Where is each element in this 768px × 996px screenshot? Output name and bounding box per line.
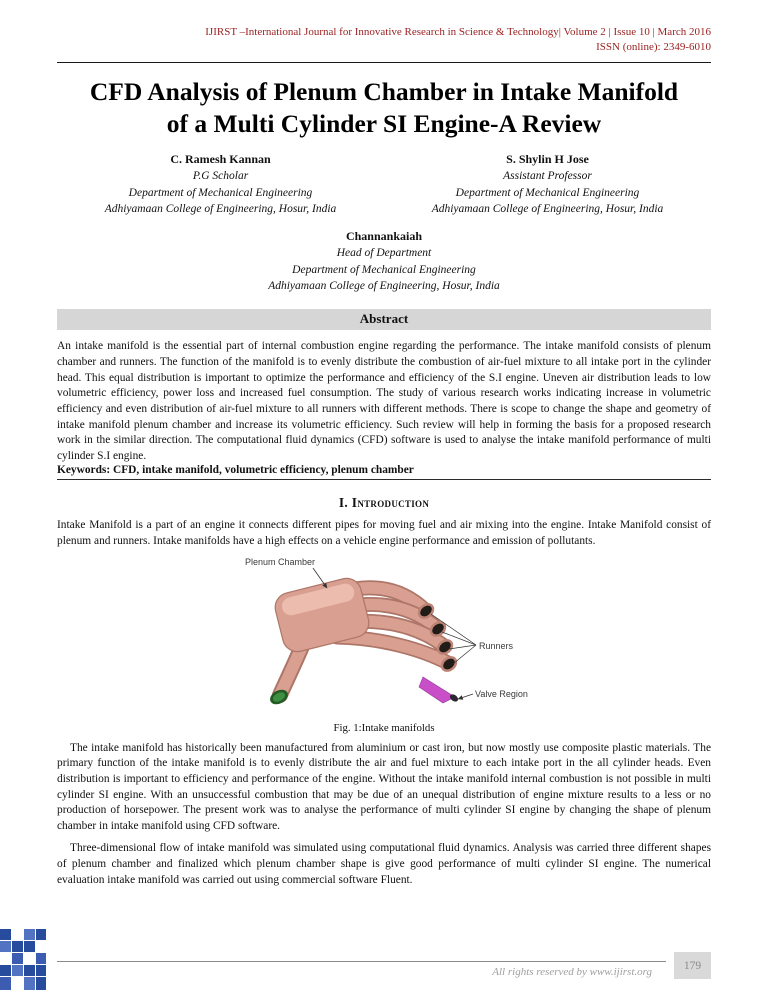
figure-1 (57, 553, 711, 734)
intro-paragraph-1: Intake Manifold is a part of an engine it connects different pipes for moving fuel and air mixing into the engine. Intake Manifold consist of plenum and runners. Intake manifolds have a high effects on a vehicle engine performance and emission of pollutants. (57, 519, 711, 548)
intro-paragraph-2: The intake manifold has historically been manufactured from aluminium or cast iron, but now mostly use composite plastic materials. The primary function of the intake manifold is to evenly distribute the air and fuel mixture to each intake port in the all cylinder heads. Even distribution is important to efficiency and performance of the engine. Without the intake manifold internal combustion is not possible in multi cylinder SI engine. With an unsuccessful combustion that may be due of an unequal distribution of engine mixture results to a less or no production of horsepower. The present work was to analyse the performance of multi cylinder SI engine by changing the shape of plenum chamber in intake manifold using CFD software. (57, 741, 711, 832)
author-affiliation: Adhiyamaan College of Engineering, Hosur, India (431, 203, 664, 216)
author-department: Department of Mechanical Engineering (455, 186, 640, 199)
author-role: Head of Department (336, 247, 432, 260)
author-department: Department of Mechanical Engineering (128, 186, 313, 199)
author-name: S. Shylin H Jose (506, 152, 589, 167)
journal-title-line: IJIRST –International Journal for Innovative Research in Science & Technology| Volume 2 | Issue 10 | March 2016 (205, 26, 711, 38)
abstract-text: An intake manifold is the essential part of internal combustion engine regarding the performance. The intake manifold consists of plenum chamber and runners. The function of the manifold is to evenly distribute the combustion of air-fuel mixture to all intake port in the cylinder head. This equal distribution is important to optimize the performance and efficiency of the S.I engine. Uneven air distribution leads to low volumetric efficiency, power loss and increased fuel consumption. The study of various research works indicating increase in volumetric efficiency and even distribution of air-fuel mixture to all runners with different methods. There is scope to change the shape and geometry of intake manifold plenum chamber and increase its volumetric efficiency. Such review will help in forming the basis for a proposed research work in the similar direction. The computational fluid dynamics (CFD) software is used to analyse the intake manifold performance of multi cylinder S.I engine. (57, 340, 711, 462)
author-role: Assistant Professor (503, 170, 592, 183)
journal-url[interactable]: www.ijirst.org (589, 966, 652, 978)
issn-line: ISSN (online): 2349-6010 (596, 40, 711, 53)
intro-paragraph-3: Three-dimensional flow of intake manifold was simulated using computational fluid dynamics. Analysis was carried three different shapes of plenum chamber and finalized which plenum chamber shape is give good performance of multi cylinder SI engine. The numerical evaluation intake manifold was carried out using commercial software Fluent. (57, 842, 711, 886)
journal-header (57, 0, 711, 55)
figure-caption: Fig. 1:Intake manifolds (333, 721, 435, 734)
author-affiliation: Adhiyamaan College of Engineering, Hosur, India (268, 280, 500, 293)
authors-row (57, 151, 711, 217)
header-divider (57, 62, 711, 63)
keywords-line: Keywords: CFD, intake manifold, volumetric efficiency, plenum chamber (57, 464, 414, 477)
intake-manifold-image (225, 553, 543, 715)
corner-pattern-icon (0, 929, 46, 991)
label-runners: Runners (479, 640, 514, 651)
author-block-center (57, 228, 711, 294)
page-footer (57, 948, 711, 979)
paper-title: CFD Analysis of Plenum Chamber in Intake Manifold of a Multi Cylinder SI Engine-A Review (89, 76, 679, 139)
abstract-divider (57, 479, 711, 480)
section-heading-introduction: I. Introduction (338, 495, 430, 511)
author-block-left (57, 151, 384, 217)
author-name: C. Ramesh Kannan (170, 152, 271, 167)
corner-decoration (0, 929, 46, 991)
author-affiliation: Adhiyamaan College of Engineering, Hosur, India (104, 203, 337, 216)
page-number: 179 (674, 952, 711, 979)
rights-text: All rights reserved by (492, 966, 590, 978)
footer-rights (57, 961, 666, 978)
valve-region-highlight (419, 677, 459, 703)
author-role: P.G Scholar (192, 170, 249, 183)
author-department: Department of Mechanical Engineering (292, 263, 476, 276)
label-plenum-chamber: Plenum Chamber (245, 556, 316, 567)
abstract-heading: Abstract (57, 309, 711, 330)
author-block-right (384, 151, 711, 217)
author-name: Channankaiah (345, 229, 423, 244)
label-valve-region: Valve Region (475, 688, 528, 699)
